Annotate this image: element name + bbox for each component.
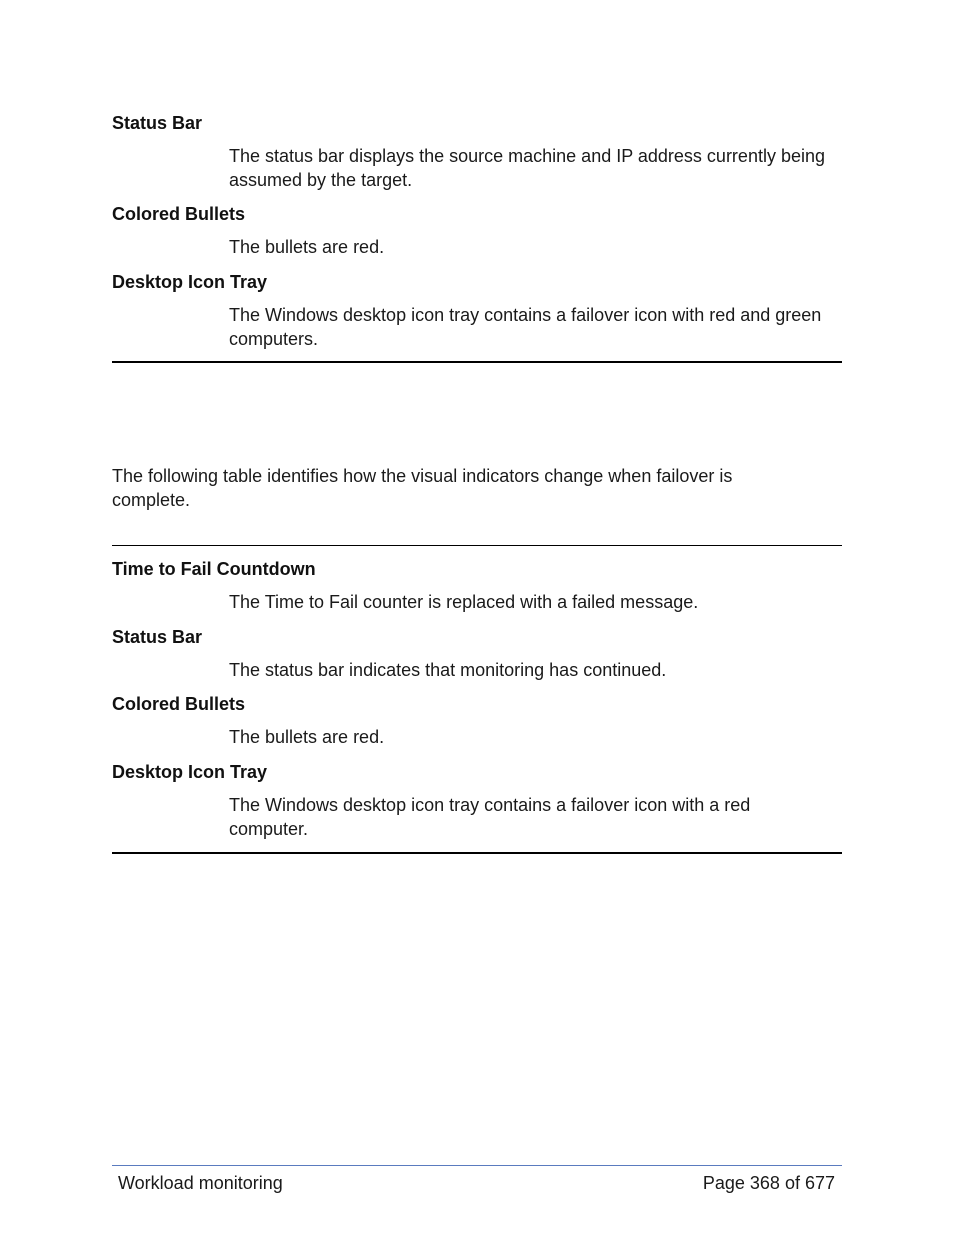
footer-section-title: Workload monitoring <box>118 1173 283 1193</box>
table2-term-status-bar: Status Bar <box>112 627 203 647</box>
table2-term-desktop-icon-tray: Desktop Icon Tray <box>112 762 268 782</box>
footer-rule <box>112 1165 842 1166</box>
table2-definition-colored-bullets: The bullets are red. <box>229 727 385 747</box>
footer-page-number: Page 368 of 677 <box>702 1173 835 1193</box>
table1-term-colored-bullets: Colored Bullets <box>112 204 246 224</box>
table1-term-desktop-icon-tray: Desktop Icon Tray <box>112 272 268 292</box>
table2-definition-time-to-fail-countdown: The Time to Fail counter is replaced with a failed message. <box>229 592 699 612</box>
table2-top-rule <box>112 545 842 546</box>
table1-definition-status-bar: The status bar displays the source machine and IP address currently being assumed by the target. <box>229 146 825 190</box>
table2-term-colored-bullets: Colored Bullets <box>112 694 246 714</box>
intro-paragraph: The following table identifies how the visual indicators change when failover is complete. <box>112 466 733 510</box>
table1-definition-colored-bullets: The bullets are red. <box>229 237 385 257</box>
table1-term-status-bar: Status Bar <box>112 113 203 133</box>
table2-bottom-rule <box>112 852 842 854</box>
table2-definition-status-bar: The status bar indicates that monitoring has continued. <box>229 660 667 680</box>
table2-term-time-to-fail-countdown: Time to Fail Countdown <box>112 559 316 579</box>
table1-definition-desktop-icon-tray: The Windows desktop icon tray contains a failover icon with red and green computers. <box>229 305 822 349</box>
table2-definition-desktop-icon-tray: The Windows desktop icon tray contains a failover icon with a red computer. <box>229 795 751 839</box>
table1-bottom-rule <box>112 361 842 363</box>
